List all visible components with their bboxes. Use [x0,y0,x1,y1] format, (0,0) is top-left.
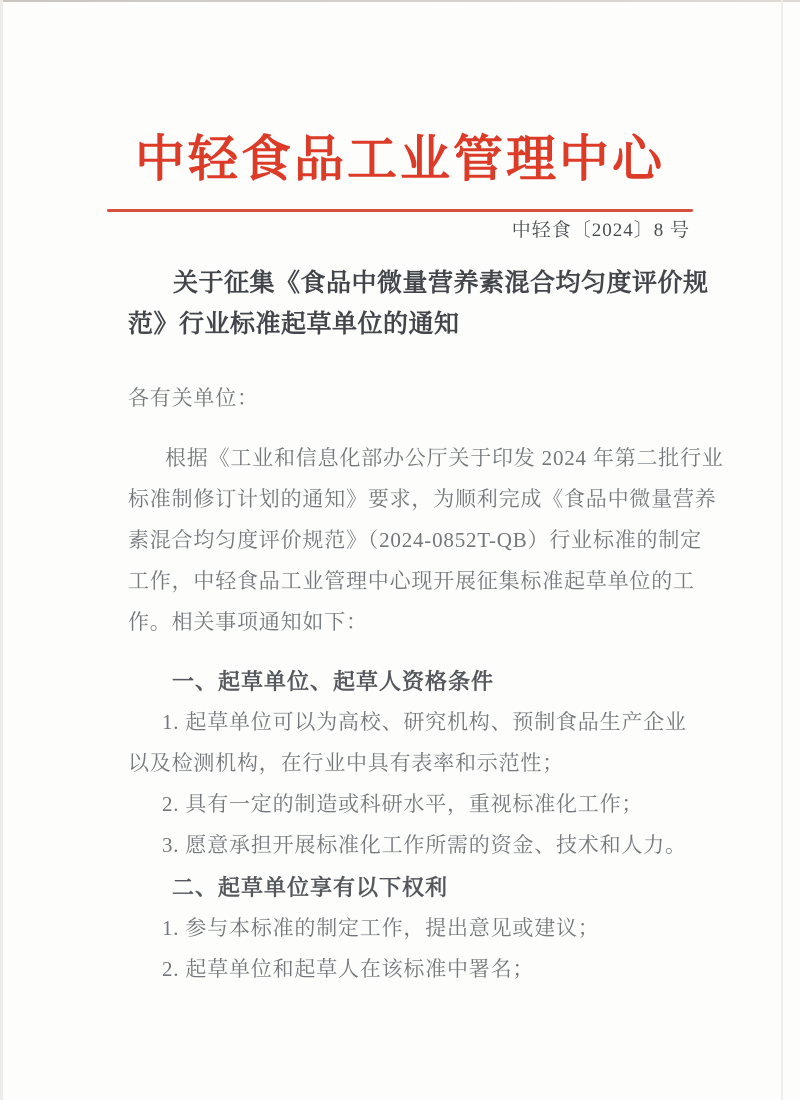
body-line: 以及检测机构，在行业中具有表率和示范性； [128,751,564,775]
body-line: 根据《工业和信息化部办公厅关于印发 2024 年第二批行业 [165,446,724,470]
body-line: 素混合均匀度评价规范》（2024-0852T-QB）行业标准的制定 [128,528,702,552]
red-separator-line [107,209,693,212]
body-line: 2. 起草单位和起草人在该标准中署名； [162,957,535,981]
body-line: 3. 愿意承担开展标准化工作所需的资金、技术和人力。 [162,833,687,857]
section-2-heading: 二、起草单位享有以下权利 [172,875,449,900]
section-1-heading: 一、起草单位、起草人资格条件 [172,669,495,694]
intro-paragraph [128,438,728,643]
document-number: 中轻食〔2024〕8 号 [511,220,690,241]
notice-title-line-2: 范》行业标准起草单位的通知 [128,311,460,338]
body-line: 标准制修订计划的通知》要求，为顺利完成《食品中微量营养 [128,487,717,511]
letterhead-org-name: 中轻食品工业管理中心 [135,131,665,187]
salutation: 各有关单位： [128,386,259,410]
scan-edge-top [0,0,800,2]
notice-title-line-1: 关于征集《食品中微量营养素混合均匀度评价规 [173,270,709,297]
document-body [128,378,728,990]
body-line: 作。相关事项通知如下： [128,610,368,634]
body-line: 1. 参与本标准的制定工作，提出意见或建议； [162,916,600,940]
body-line: 1. 起草单位可以为高校、研究机构、预制食品生产企业 [162,710,687,734]
body-line: 2. 具有一定的制造或科研水平，重视标准化工作； [162,792,644,816]
notice-title [128,263,738,345]
body-line: 工作，中轻食品工业管理中心现开展征集标准起草单位的工 [128,569,695,593]
